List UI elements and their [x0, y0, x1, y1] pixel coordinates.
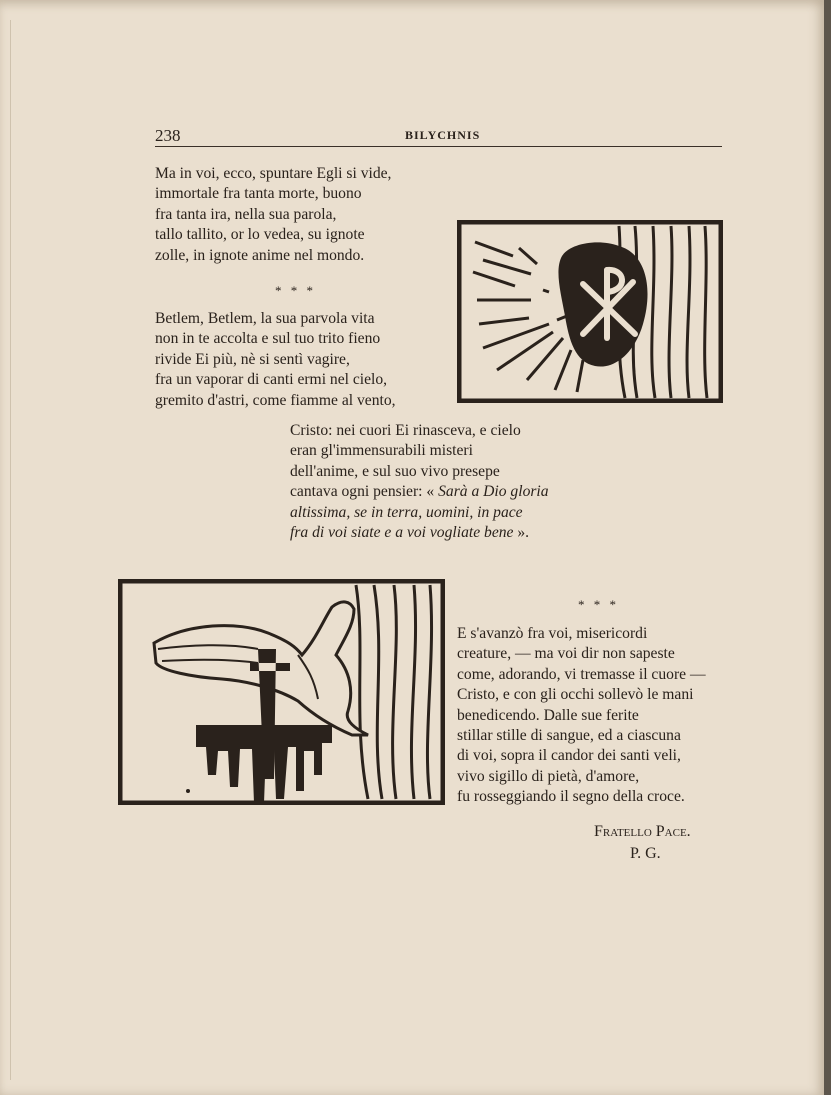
verse-line: Betlem, Betlem, la sua parvola vita: [155, 310, 375, 327]
verse-line-text: Cristo: nei cuori Ei rinasceva, e cielo: [290, 422, 521, 439]
stanza-1: [155, 164, 391, 266]
verse-line: [290, 441, 549, 461]
verse-line-suffix: ».: [513, 523, 530, 541]
header-rule: [155, 146, 722, 147]
page-edge: [824, 0, 831, 1095]
verse-line: rivide Ei più, nè si sentì vagire,: [155, 350, 350, 368]
running-title: BILYCHNIS: [405, 128, 481, 142]
verse-line: Ma in voi, ecco, spuntare Egli si vide,: [155, 165, 392, 182]
page-number: 238: [155, 126, 181, 145]
verse-line-text: Sarà a Dio gloria: [438, 483, 549, 501]
verse-line: di voi, sopra il candor dei santi veli,: [457, 747, 681, 765]
verse-line: immortale fra tanta morte, buono: [155, 185, 362, 203]
verse-line: E s'avanzò fra voi, misericordi: [457, 625, 648, 642]
verse-line: come, adorando, vi tremasse il cuore —: [457, 665, 706, 683]
verse-line: creature, — ma voi dir non sapeste: [457, 645, 675, 663]
verse-line: vivo sigillo di pietà, d'amore,: [457, 767, 640, 785]
stanza-3: [290, 421, 549, 543]
verse-line: tallo tallito, or lo vedea, su ignote: [155, 226, 365, 244]
stanza-4: [457, 624, 706, 808]
verse-line: [290, 421, 549, 441]
signature-initials: P. G.: [630, 845, 661, 862]
verse-line: benedicendo. Dalle sue ferite: [457, 706, 639, 724]
verse-line-text: eran gl'immensurabili misteri: [290, 442, 473, 460]
verse-line-text: dell'anime, e sul suo vivo presepe: [290, 462, 500, 480]
verse-line: Cristo, e con gli occhi sollevò le mani: [457, 686, 694, 704]
section-separator-1: * * *: [275, 283, 316, 298]
verse-line-text: altissima, se in terra, uomini, in pace: [290, 503, 523, 521]
section-separator-2: * * *: [578, 597, 619, 612]
verse-line: fra un vaporar di canti ermi nel cielo,: [155, 371, 388, 389]
verse-line: zolle, in ignote anime nel mondo.: [155, 246, 365, 264]
chi-rho-woodcut-icon: [457, 220, 723, 403]
verse-line-text: fra di voi siate e a voi vogliate bene: [290, 523, 514, 541]
signature-author: Fratello Pace.: [594, 823, 691, 840]
bleeding-hand-cross-woodcut-icon: [118, 579, 445, 805]
verse-line: [290, 462, 549, 482]
verse-line: [290, 523, 549, 543]
page-left-crease: [10, 20, 11, 1080]
verse-line: gremito d'astri, come fiamme al vento,: [155, 391, 396, 409]
verse-line: non in te accolta e sul tuo trito fieno: [155, 330, 381, 348]
verse-line-prefix: cantava ogni pensier: «: [290, 483, 439, 501]
verse-line: stillar stille di sangue, ed a ciascuna: [457, 726, 681, 744]
verse-line: [290, 482, 549, 502]
verse-line: fra tanta ira, nella sua parola,: [155, 205, 337, 223]
stanza-2: [155, 309, 396, 411]
verse-line: [290, 503, 549, 523]
verse-line: fu rosseggiando il segno della croce.: [457, 788, 685, 806]
